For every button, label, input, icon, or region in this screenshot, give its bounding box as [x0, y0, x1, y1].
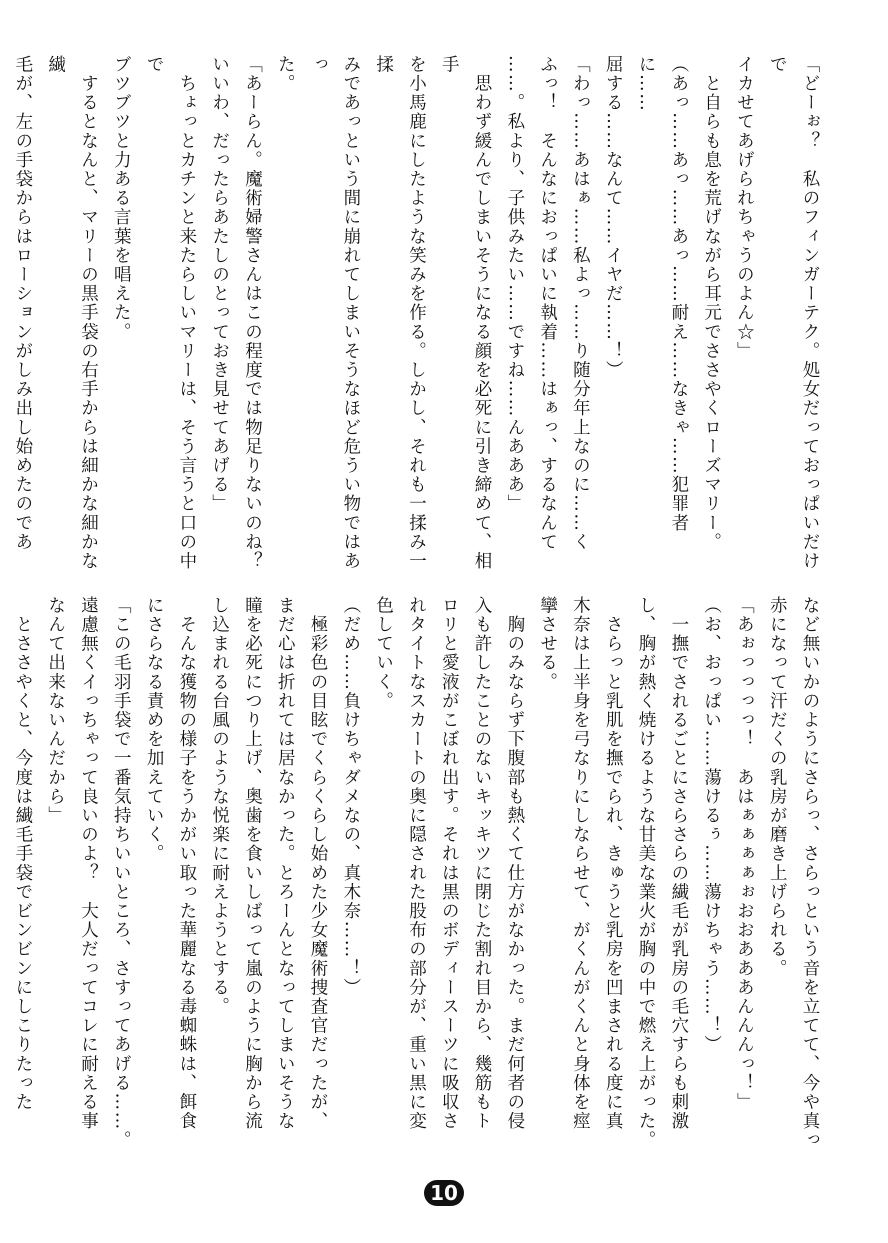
text-line: イカせてあげられちゃうのよん☆」 [734, 55, 755, 361]
text-line: さらっと乳肌を撫でられ、きゅうと乳房を凹まされる度に真 [603, 596, 624, 1131]
text-line: とささやくと、今度は繊毛手袋でビンビンにしこりたった [12, 596, 33, 1112]
text-line: 「どーぉ？ 私のフィンガーテク。処女だっておっぱいだけで [767, 55, 820, 571]
text-line: 攣させる。 [537, 596, 558, 692]
text-line: するとなんと、マリーの黒手袋の右手からは細かな細かな繊 [45, 55, 99, 571]
text-line: た。 [275, 55, 296, 94]
text-line: 屈する……なんて……イヤだ……！） [603, 55, 624, 380]
text-line: し、胸が熱く焼けるような甘美な業火が胸の中で燃え上がった。 [636, 596, 657, 1150]
text-line: など無いかのようにさらっ、さらっという音を立てて、今や真っ [800, 596, 820, 1150]
text-line: 赤になって汗だくの乳房が磨き上げられる。 [767, 596, 788, 978]
text-line: ……。私より、子供みたい……ですね……んあああ」 [504, 55, 525, 514]
text-line: ロリと愛液がこぼれ出す。それは黒のボディースーツに吸収さ [439, 596, 460, 1131]
page-number: 10 [424, 1180, 464, 1206]
text-line: そんな獲物の様子をうかがい取った華麗なる毒蜘蛛は、餌食 [176, 596, 197, 1131]
text-line: いいわ、だったらあたしのとっておき見せてあげる」 [209, 55, 230, 514]
text-line: 「あーらん。魔術婦警さんはこの程度では物足りないのね？ [242, 55, 263, 571]
upper-text-block [12, 55, 826, 585]
text-line: 思わず緩んでしまいそうになる顔を必死に引き締めて、相手 [439, 55, 493, 571]
text-line: 木奈は上半身を弓なりにしならせて、がくんがくんと身体を痙 [570, 596, 591, 1131]
text-line: （だめ……負けちゃダメなの、真木奈……！） [340, 596, 361, 998]
text-line: なんて出来ないんだから」 [45, 596, 66, 826]
text-line: にさらなる責めを加えていく。 [144, 596, 165, 864]
text-line: 一撫でされるごとにさらさらの繊毛が乳房の毛穴すらも刺激 [668, 596, 689, 1131]
text-line: 極彩色の目眩でくらくらし始めた少女魔術捜査官だったが、 [308, 596, 329, 1131]
text-line: みであっという間に崩れてしまいそうなほど危うい物ではあっ [308, 55, 361, 571]
text-line: れタイトなスカートの奥に隠された股布の部分が、重い黒に変 [406, 596, 427, 1131]
text-line: 「わっ……あはぁ……私よっ……り随分年上なのに……く [570, 55, 591, 552]
text-line: 「この毛羽手袋で一番気持ちいいところ、さすってあげる……。 [111, 596, 132, 1150]
text-line: 「あぉっっっっ！ あはぁぁぁぁぉおおあああんんんっ！」 [734, 596, 755, 1112]
text-line: 色していく。 [373, 596, 394, 711]
text-line: 遠慮無くイっちゃって良いのよ？ 大人だってコレに耐える事 [78, 596, 99, 1131]
lower-text-block [12, 596, 826, 1156]
text-line: 瞳を必死につり上げ、奥歯を食いしばって嵐のように胸から流 [242, 596, 263, 1131]
text-line: （お、おっぱい……蕩けるぅ……蕩けちゃう……！） [701, 596, 722, 1055]
text-line: まだ心は折れては居なかった。とろーんとなってしまいそうな [275, 596, 296, 1131]
text-line: 毛が、左の手袋からはローションがしみ出し始めたのであ [12, 55, 33, 552]
text-line: ちょっとカチンと来たらしいマリーは、そう言うと口の中で [144, 55, 197, 571]
text-line: ふっ！ そんなにおっぱいに執着……はぁっ、するなんて [537, 55, 558, 552]
text-line: ブツブツと力ある言葉を唱えた。 [111, 55, 132, 342]
text-line: と自らも息を荒げながら耳元でささやくローズマリー。 [701, 55, 722, 552]
text-line: 入も許したことのないキッキツに閉じた割れ目から、幾筋もト [472, 596, 493, 1131]
text-line: を小馬鹿にしたような笑みを作る。しかし、それも一揉み一揉 [373, 55, 427, 571]
text-line: し込まれる台風のような悦楽に耐えようとする。 [209, 596, 230, 1017]
text-line: 胸のみならず下腹部も熱くて仕方がなかった。まだ何者の侵 [504, 596, 525, 1131]
text-line: （あっ……あっ……あっ……耐え……なきゃ……犯罪者に…… [636, 55, 689, 533]
